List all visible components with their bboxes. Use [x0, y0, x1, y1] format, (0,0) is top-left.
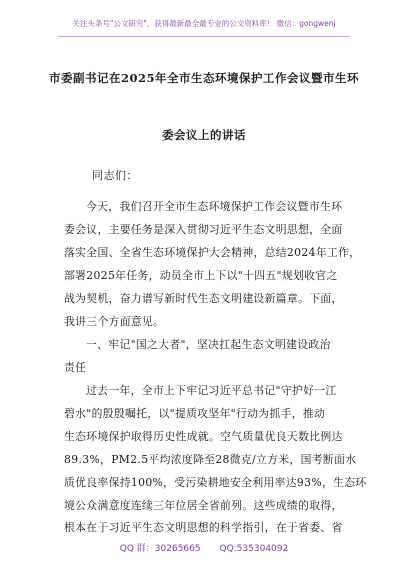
paragraph-line: 过去一年，全市上下牢记习近平总书记"守护好一江 — [86, 384, 337, 397]
footer-qq-number: QQ:535304092 — [219, 544, 289, 554]
paragraph-line: 部署2025年任务，动员全市上下以"十四五"规划收官之 — [64, 269, 338, 282]
document-title-line-1: 市委副书记在2025年全市生态环境保护工作会议暨市生环 — [48, 71, 359, 85]
paragraph-line: 质优良率保持100%，受污染耕地安全利用率达93%，生态环 — [64, 476, 367, 489]
paragraph-line: 落实全国、全省生态环境保护大会精神，总结2024年工作， — [64, 246, 361, 259]
paragraph-line: 今天，我们召开全市生态环境保护工作会议暨市生环 — [86, 200, 343, 213]
header-banner: 关注头条号"公文研究"，获得最新最全最专业的公文资料库！ 微信：gongwenj — [72, 19, 336, 28]
paragraph-line: 境公众满意度连续三年位居全省前列。这些成绩的取得， — [64, 499, 343, 512]
paragraph-line: 生态环境保护取得历史性成就。空气质量优良天数比例达 — [64, 430, 343, 443]
header-divider — [58, 36, 350, 37]
paragraph-line: 战为契机，奋力谱写新时代生态文明建设新篇章。下面， — [64, 292, 343, 305]
salutation: 同志们： — [92, 169, 138, 182]
section-heading-line: 一、牢记"国之大者"，坚决扛起生态文明建设政治 — [86, 338, 331, 351]
paragraph-line: 根本在于习近平生态文明思想的科学指引，在于省委、省 — [64, 521, 343, 534]
paragraph-line: 89.3%，PM2.5平均浓度降至28微克/立方米，国考断面水 — [64, 453, 357, 466]
paragraph-line: 碧水"的殷殷嘱托，以"提质攻坚年"行动为抓手，推动 — [64, 407, 326, 420]
footer-contact — [0, 541, 408, 554]
paragraph-line: 委会议，主要任务是深入贯彻习近平生态文明思想，全面 — [64, 223, 343, 236]
section-heading-line: 责任 — [64, 361, 87, 374]
footer-qq-group: QQ 群：30265665 — [119, 544, 201, 554]
document-title-line-2: 委会议上的讲话 — [162, 128, 246, 142]
paragraph-line: 我讲三个方面意见。 — [64, 315, 165, 328]
